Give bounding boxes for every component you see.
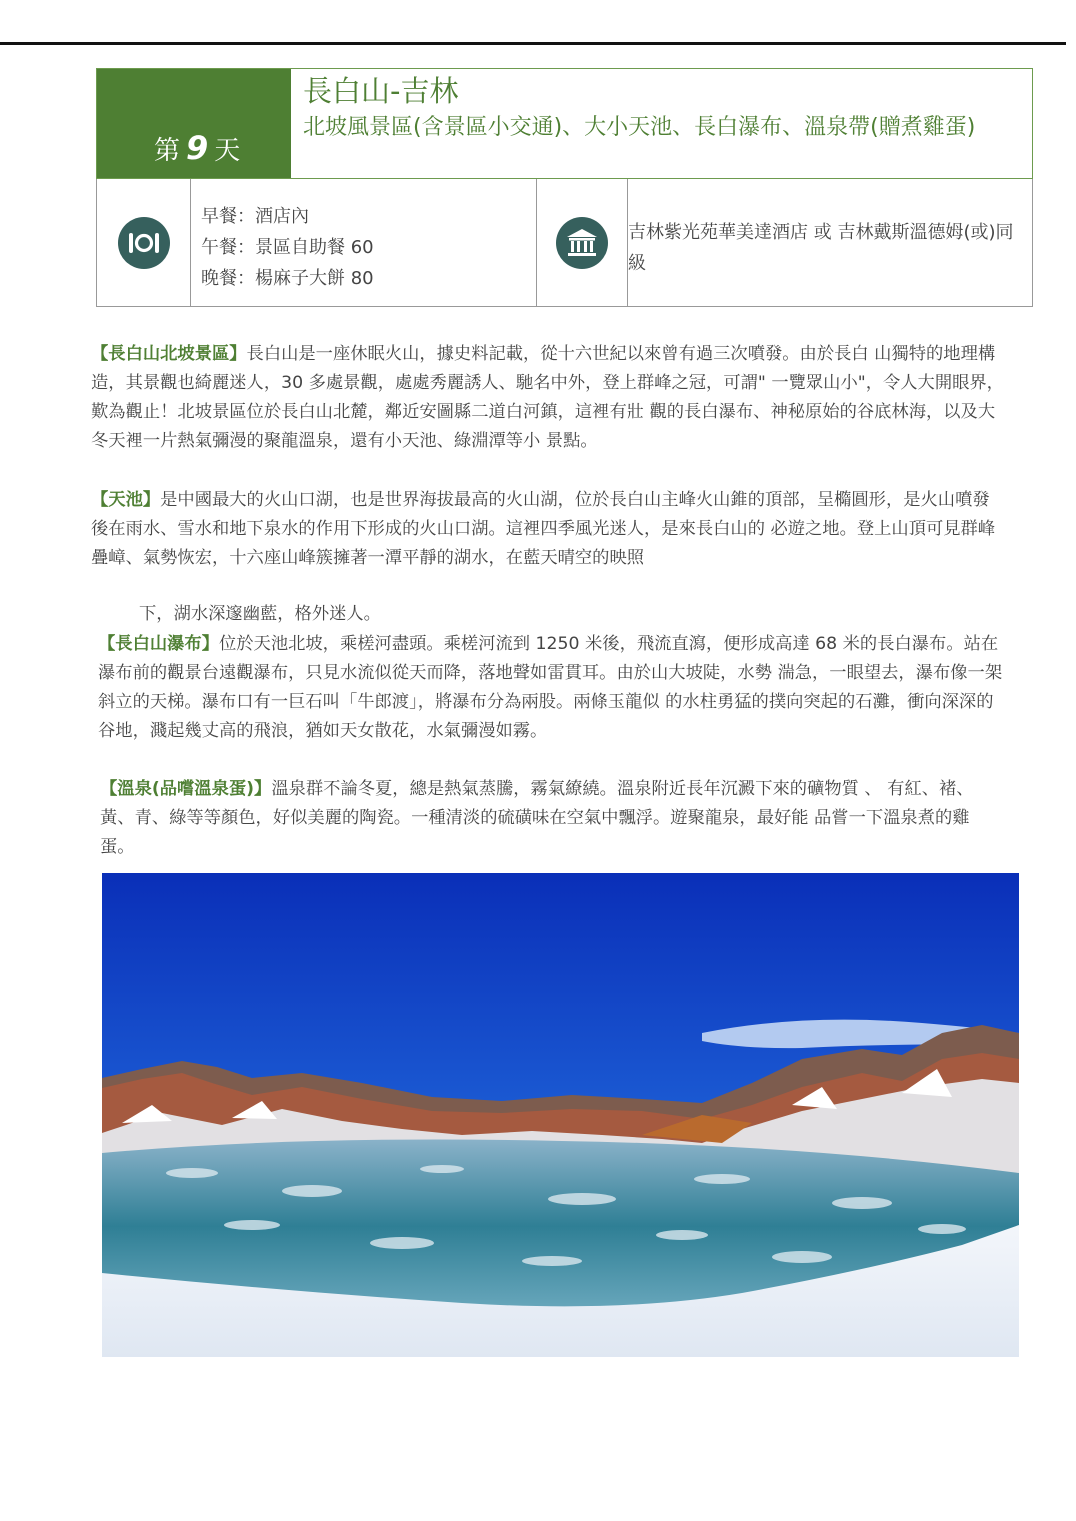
itinerary-subtitle: 北坡風景區(含景區小交通)、大小天池、長白瀑布、溫泉帶(贈煮雞蛋): [303, 115, 976, 140]
top-rule: [0, 42, 1066, 45]
meal-icon-cell: [97, 179, 191, 306]
tianchi-lake-photo: [102, 873, 1019, 1357]
day-label: [154, 129, 240, 167]
hotel-text: 吉林紫光苑華美達酒店 或 吉林戴斯溫德姆(或)同級: [628, 222, 1014, 274]
page-title: 長白山-吉林: [303, 74, 459, 108]
hotel-building-icon: [556, 217, 608, 269]
hotel-cell: [628, 179, 1032, 306]
section-heading: 【長白山北坡景區】: [91, 344, 247, 364]
breakfast-text: 早餐：酒店內: [201, 206, 309, 227]
meals-cell: [191, 179, 537, 306]
section-body: 溫泉群不論冬夏，總是熱氣蒸騰，霧氣繚繞。溫泉附近長年沉澱下來的礦物質 、 有紅、褚、黃、青、綠等等顏色，好似美麗的陶瓷。一種清淡的硫磺味在空氣中飄浮。遊聚龍泉，最好能 品嘗一下溫泉煮的雞蛋。: [100, 779, 974, 857]
section-heading: 【長白山瀑布】: [98, 634, 219, 654]
day-badge: [97, 69, 291, 178]
day-number: 9: [186, 129, 209, 167]
section-body: 是中國最大的火山口湖，也是世界海拔最高的火山湖，位於長白山主峰火山錐的頂部，呈橢圓形，是火山噴發後在雨水、雪水和地下泉水的作用下形成的火山口湖。這裡四季風光迷人，是來長白山的 必遊之地。登上山頂可見群峰疊嶂、氣勢恢宏，十六座山峰簇擁著一潭平靜的湖水，在藍天晴空的映照: [91, 490, 996, 568]
lunch-text: 午餐：景區自助餐 60: [201, 237, 374, 258]
utensils-icon: [118, 217, 170, 269]
day-prefix: 第: [154, 136, 181, 166]
section-body: 長白山是一座休眠火山，據史料記載，從十六世紀以來曾有過三次噴發。由於長白 山獨特的地理構造，其景觀也綺麗迷人，30 多處景觀，處處秀麗誘人、馳名中外，登上群峰之冠，可謂" 一覽眾山小"，令人大開眼界，歎為觀止！北坡景區位於長白山北麓，鄰近安圖縣二道白河鎮，這裡有壯 觀的長白瀑布、神秘原始的谷底林海，以及大冬天裡一片熱氣彌漫的聚龍溫泉，還有小天池、綠淵潭等小 景點。: [91, 344, 1004, 451]
title-cell: [291, 69, 1032, 178]
section-body: 位於天池北坡，乘槎河盡頭。乘槎河流到 1250 米後，飛流直瀉，便形成高達 68 米的長白瀑布。站在瀑布前的觀景台遠觀瀑布，只見水流似從天而降，落地聲如雷貫耳。由於山大坡陡，水勢 湍急，一眼望去，瀑布像一架斜立的天梯。瀑布口有一巨石叫「牛郎渡」，將瀑布分為兩股。兩條玉龍似 的水柱勇猛的撲向突起的石灘，衝向深深的谷地，濺起幾丈高的飛浪，猶如天女散花，水氣彌漫如霧。: [98, 634, 1003, 741]
section-heading: 【天池】: [91, 490, 161, 510]
section-body-tail: 下，湖水深邃幽藍，格外迷人。: [139, 604, 381, 624]
section-waterfall: [98, 630, 1003, 746]
meal-hotel-row: [96, 179, 1033, 307]
section-heading: 【溫泉(品嚐溫泉蛋)】: [100, 779, 272, 799]
hotel-icon-cell: [537, 179, 628, 306]
section-hotspring: [100, 775, 1000, 862]
section-tianchi: [91, 486, 1006, 573]
dinner-text: 晚餐：楊麻子大餅 80: [201, 268, 374, 289]
section-tianchi-tail: [139, 600, 999, 629]
day-header: [96, 68, 1033, 179]
day-suffix: 天: [214, 136, 241, 166]
section-beipo: [91, 340, 1006, 456]
